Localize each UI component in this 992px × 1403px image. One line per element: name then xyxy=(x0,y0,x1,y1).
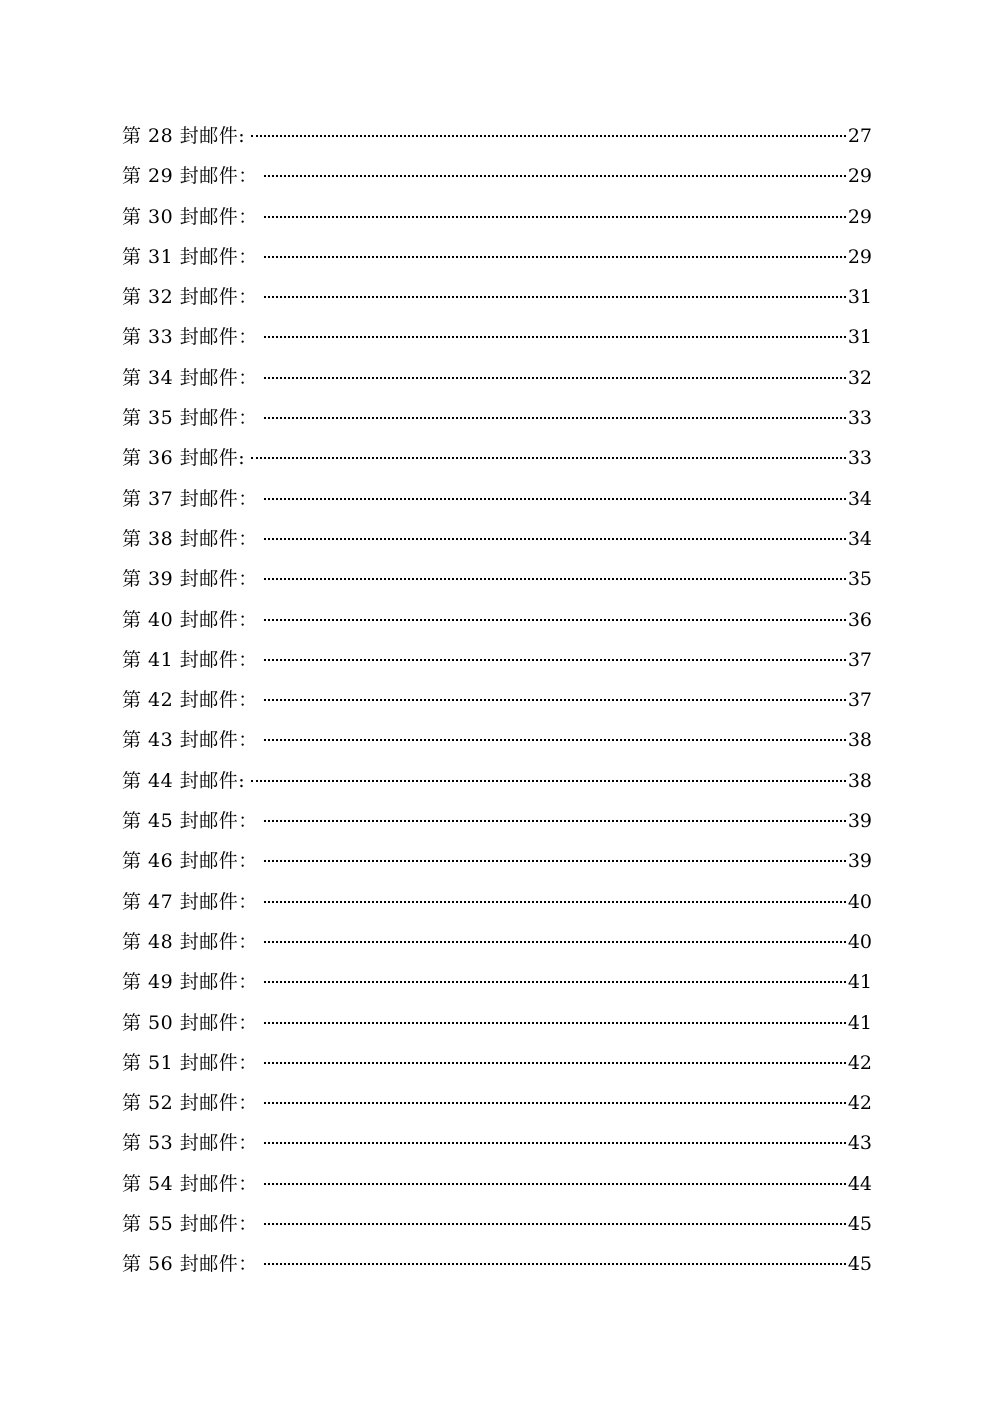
toc-entry[interactable] xyxy=(122,559,872,599)
toc-entry-label: 第 32 封邮件： xyxy=(122,286,258,309)
toc-entry-page-number: 29 xyxy=(847,165,872,188)
dot-leader xyxy=(264,578,846,580)
toc-entry[interactable] xyxy=(122,398,872,438)
toc-entry[interactable] xyxy=(122,479,872,519)
toc-entry-page-number: 31 xyxy=(847,286,872,309)
toc-entry-label: 第 45 封邮件： xyxy=(122,810,258,833)
dot-leader xyxy=(264,1223,846,1225)
dot-leader xyxy=(264,1062,846,1064)
dot-leader xyxy=(264,1183,846,1185)
toc-entry[interactable] xyxy=(122,720,872,760)
toc-entry-label: 第 38 封邮件： xyxy=(122,527,258,550)
dot-leader xyxy=(264,1102,846,1104)
toc-entry-label: 第 44 封邮件: xyxy=(122,769,246,792)
toc-entry-label: 第 29 封邮件： xyxy=(122,165,258,188)
toc-entry-label: 第 50 封邮件： xyxy=(122,1011,258,1034)
toc-entry[interactable] xyxy=(122,1083,872,1123)
toc-entry-page-number: 39 xyxy=(847,850,872,873)
dot-leader xyxy=(264,1263,846,1265)
toc-entry-label: 第 46 封邮件： xyxy=(122,850,258,873)
toc-entry-page-number: 29 xyxy=(847,205,872,228)
toc-entry-page-number: 45 xyxy=(847,1213,872,1236)
toc-entry-label: 第 52 封邮件： xyxy=(122,1092,258,1115)
toc-entry-page-number: 35 xyxy=(847,568,872,591)
dot-leader xyxy=(264,417,846,419)
dot-leader xyxy=(264,820,846,822)
dot-leader xyxy=(264,941,846,943)
toc-entry-page-number: 34 xyxy=(847,527,872,550)
dot-leader xyxy=(264,538,846,540)
toc-entry-page-number: 42 xyxy=(847,1092,872,1115)
toc-entry[interactable] xyxy=(122,156,872,196)
toc-entry[interactable] xyxy=(122,277,872,317)
toc-entry-page-number: 27 xyxy=(847,125,872,147)
toc-entry-page-number: 29 xyxy=(847,245,872,268)
toc-entry-label: 第 39 封邮件： xyxy=(122,568,258,591)
toc-entry-page-number: 33 xyxy=(847,407,872,430)
toc-entry-label: 第 36 封邮件: xyxy=(122,447,246,470)
toc-entry[interactable] xyxy=(122,600,872,640)
dot-leader xyxy=(251,780,846,782)
dot-leader xyxy=(264,216,846,218)
toc-entry-page-number: 41 xyxy=(847,971,872,994)
toc-entry-label: 第 47 封邮件： xyxy=(122,890,258,913)
toc-entry[interactable] xyxy=(122,962,872,1002)
toc-entry-page-number: 45 xyxy=(847,1253,872,1276)
dot-leader xyxy=(264,860,846,862)
toc-entry-label: 第 54 封邮件： xyxy=(122,1172,258,1195)
toc-entry-label: 第 33 封邮件： xyxy=(122,326,258,349)
toc-entry-label: 第 40 封邮件： xyxy=(122,608,258,631)
dot-leader xyxy=(251,135,846,137)
toc-entry[interactable] xyxy=(122,438,872,478)
toc-entry-label: 第 37 封邮件： xyxy=(122,487,258,510)
dot-leader xyxy=(264,699,846,701)
toc-entry[interactable] xyxy=(122,922,872,962)
toc-entry-page-number: 34 xyxy=(847,487,872,510)
toc-entry[interactable] xyxy=(122,1244,872,1284)
toc-entry[interactable] xyxy=(122,801,872,841)
toc-entry[interactable] xyxy=(122,1164,872,1204)
toc-entry-page-number: 32 xyxy=(847,366,872,389)
toc-entry-page-number: 38 xyxy=(847,729,872,752)
table-of-contents xyxy=(122,116,872,1285)
toc-entry-page-number: 43 xyxy=(847,1132,872,1155)
dot-leader xyxy=(264,739,846,741)
toc-entry-page-number: 38 xyxy=(847,769,872,792)
dot-leader xyxy=(264,619,846,621)
toc-entry-label: 第 51 封邮件： xyxy=(122,1051,258,1074)
toc-entry-page-number: 36 xyxy=(847,608,872,631)
toc-entry-label: 第 56 封邮件： xyxy=(122,1253,258,1276)
toc-entry[interactable] xyxy=(122,237,872,277)
toc-entry-page-number: 33 xyxy=(847,447,872,470)
toc-entry-label: 第 53 封邮件： xyxy=(122,1132,258,1155)
toc-entry[interactable] xyxy=(122,841,872,881)
toc-entry[interactable] xyxy=(122,1043,872,1083)
dot-leader xyxy=(264,981,846,983)
dot-leader xyxy=(264,336,846,338)
dot-leader xyxy=(264,901,846,903)
dot-leader xyxy=(264,175,846,177)
dot-leader xyxy=(264,296,846,298)
toc-entry-page-number: 37 xyxy=(847,648,872,671)
toc-entry-page-number: 39 xyxy=(847,810,872,833)
toc-entry[interactable] xyxy=(122,317,872,357)
dot-leader xyxy=(264,498,846,500)
toc-entry[interactable] xyxy=(122,1003,872,1043)
toc-entry-label: 第 49 封邮件： xyxy=(122,971,258,994)
toc-entry-page-number: 42 xyxy=(847,1051,872,1074)
dot-leader xyxy=(264,1142,846,1144)
toc-entry-label: 第 28 封邮件: xyxy=(122,125,246,147)
toc-entry-label: 第 41 封邮件： xyxy=(122,648,258,671)
dot-leader xyxy=(264,377,846,379)
toc-entry[interactable] xyxy=(122,1123,872,1163)
toc-entry-page-number: 37 xyxy=(847,689,872,712)
toc-entry-label: 第 42 封邮件： xyxy=(122,689,258,712)
toc-entry-page-number: 41 xyxy=(847,1011,872,1034)
toc-entry-label: 第 30 封邮件： xyxy=(122,205,258,228)
toc-entry-label: 第 43 封邮件： xyxy=(122,729,258,752)
toc-entry[interactable] xyxy=(122,761,872,801)
toc-entry[interactable] xyxy=(122,1204,872,1244)
toc-entry-page-number: 44 xyxy=(847,1172,872,1195)
toc-entry[interactable] xyxy=(122,640,872,680)
toc-entry-label: 第 31 封邮件： xyxy=(122,245,258,268)
toc-entry[interactable] xyxy=(122,680,872,720)
toc-entry[interactable] xyxy=(122,116,872,156)
toc-entry[interactable] xyxy=(122,358,872,398)
toc-entry[interactable] xyxy=(122,197,872,237)
toc-entry-page-number: 40 xyxy=(847,930,872,953)
toc-entry-label: 第 35 封邮件： xyxy=(122,407,258,430)
dot-leader xyxy=(264,256,846,258)
toc-entry[interactable] xyxy=(122,882,872,922)
toc-entry-page-number: 40 xyxy=(847,890,872,913)
toc-entry[interactable] xyxy=(122,519,872,559)
dot-leader xyxy=(251,457,846,459)
toc-entry-label: 第 55 封邮件： xyxy=(122,1213,258,1236)
dot-leader xyxy=(264,1022,846,1024)
dot-leader xyxy=(264,659,846,661)
toc-entry-label: 第 34 封邮件： xyxy=(122,366,258,389)
toc-entry-page-number: 31 xyxy=(847,326,872,349)
toc-entry-label: 第 48 封邮件： xyxy=(122,930,258,953)
